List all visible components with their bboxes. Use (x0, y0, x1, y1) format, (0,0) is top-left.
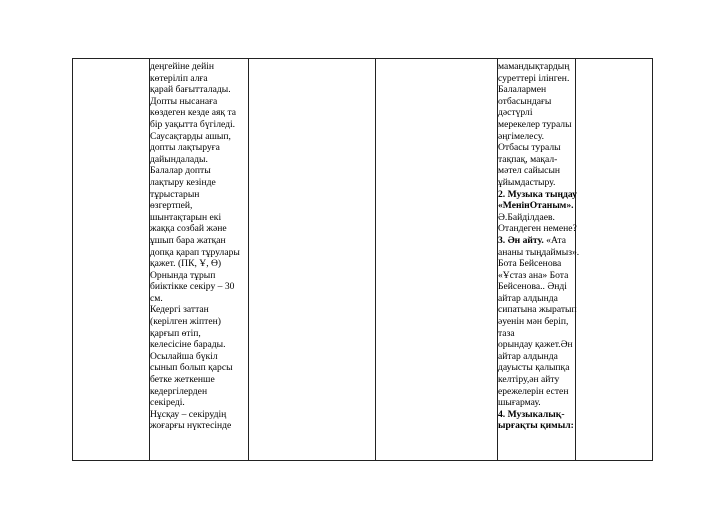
text-line: тақпақ, мақал- (498, 153, 558, 165)
text-line: көздеген кезде аяқ та (150, 107, 237, 119)
text-line: көтеріліп алға (150, 72, 208, 84)
text-line: мәтел сайысын (498, 165, 561, 177)
text-line: Осылайша бүкіл (150, 350, 218, 362)
text-line: ережелерін естен (498, 385, 569, 397)
text-line: Бота Бейсенова (498, 258, 562, 270)
text-line: Ә.Байділдаев. (498, 211, 555, 223)
text-line: ырғақты қимыл: (498, 420, 574, 432)
text-line: Балалармен (498, 84, 547, 96)
table-border-right (652, 59, 653, 460)
text-line: дауысты қалыпқа (498, 362, 570, 374)
text-line: бетке жеткенше (150, 374, 215, 386)
text-line: ананы тыңдаймыз». (498, 246, 580, 258)
text-line: сипатына жыратып (498, 304, 577, 316)
text-line: лақтыру кезінде (150, 176, 216, 188)
text-line: «Ұстаз ана» Бота (498, 269, 569, 281)
text-line: жаққа созбай және (150, 223, 227, 235)
text-line: дәстүрлі (498, 107, 533, 119)
physical-education-cell (150, 61, 250, 432)
text-line: шығармау. (498, 397, 541, 409)
text-line: ұйымдастыру. (498, 176, 556, 188)
text-line: таза (498, 327, 515, 339)
text-line: дайындалады. (150, 153, 208, 165)
text-line: Отбасы туралы (498, 142, 561, 154)
text-line: әуенін мән беріп, (498, 316, 569, 328)
column-divider (375, 59, 376, 460)
text-line: әңгімелесу. (498, 130, 544, 142)
text-line: кедергілерден (150, 385, 208, 397)
text-line: мерекелер туралы (498, 118, 572, 130)
table-border-left (72, 59, 73, 460)
text-line: допты лақтыруға (150, 142, 220, 154)
music-activity-cell (498, 61, 582, 432)
text-line: секіреді. (150, 397, 185, 409)
text-line: өзгертпей, (150, 200, 193, 212)
text-line: келтіру,ән айту (498, 374, 560, 386)
text-line: ұшып бара жатқан (150, 234, 226, 246)
text-line: (керілген жіптен) (150, 316, 221, 328)
text-line: Кедергі заттан (150, 304, 209, 316)
text-line: жоғарғы нүктесінде (150, 420, 232, 432)
text-line: 3. Ән айту. «Ата (498, 234, 566, 246)
text-line: қажет. (ПК, Ұ, Ө) (150, 258, 222, 270)
text-line: 2. Музыка тыңдау (498, 188, 577, 200)
text-line: допқа қарап тұрулары (150, 246, 240, 258)
text-line: суреттері ілінген. (498, 72, 570, 84)
text-line: шынтақтарын екі (150, 211, 222, 223)
text-line: отбасындағы (498, 95, 552, 107)
text-line: Отандеген немене? (498, 223, 577, 235)
text-line: бір уақытта бүгіледі. (150, 118, 236, 130)
text-line: айтар алдында (498, 350, 558, 362)
text-line: «МенінОтаным». (498, 200, 574, 212)
text-line: Допты нысанаға (150, 95, 218, 107)
text-line: айтар алдында (498, 292, 558, 304)
text-line: тұрыстарын (150, 188, 200, 200)
text-line: орындау қажет.Ән (498, 339, 573, 351)
text-line: мамандықтардың (498, 61, 570, 72)
text-line: Балалар допты (150, 165, 211, 177)
text-line: келесісіне барады. (150, 339, 226, 351)
text-line: 4. Музыкалық- (498, 408, 565, 420)
text-line: Орнында тұрып (150, 269, 216, 281)
text-line: деңгейіне дейін (150, 61, 215, 72)
text-line: биіктікке секіру – 30 (150, 281, 235, 293)
text-line: Саусақтарды ашып, (150, 130, 231, 142)
text-line: Бейсенова.. Әнді (498, 281, 567, 293)
text-line: сынып болып қарсы (150, 362, 233, 374)
text-line: Нұсқау – секірудің (150, 408, 227, 420)
lesson-plan-table (72, 58, 653, 461)
text-line: қарай бағытталады. (150, 84, 231, 96)
text-line: қарғып өтіп, (150, 327, 201, 339)
text-line: см. (150, 292, 163, 304)
